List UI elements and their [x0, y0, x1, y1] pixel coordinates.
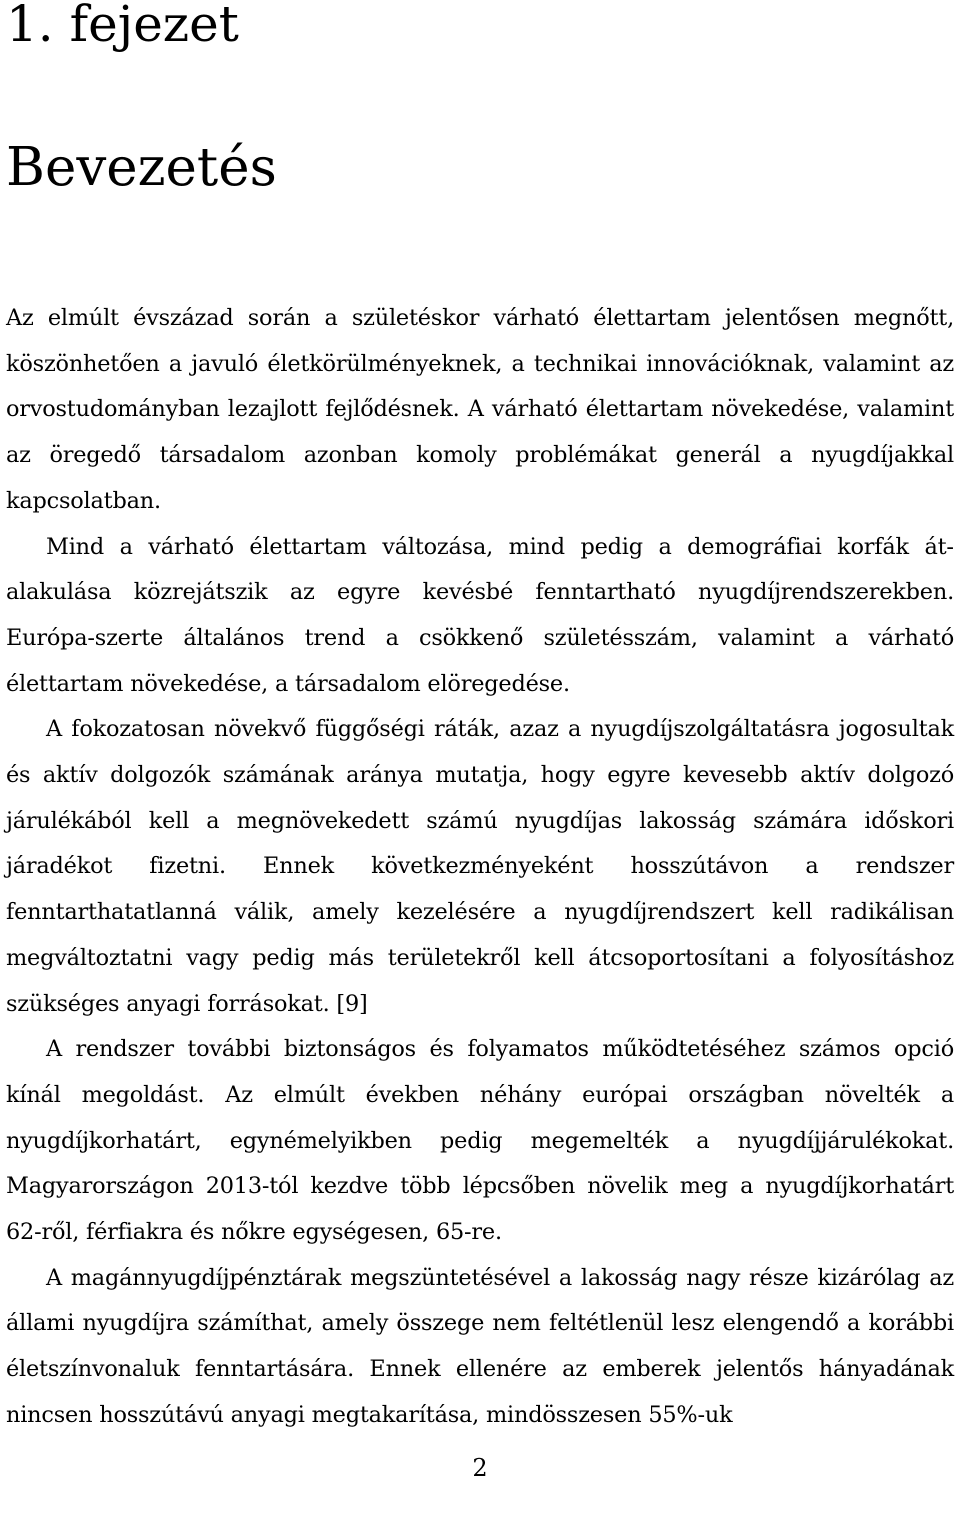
paragraph-4: A rendszer további biztonságos és folyamatos működtetéséhez számos opció kínál megoldást. Az elmúlt években néhány európai országban növelték a nyugdíjkorhatárt, egynémelyikben pedig megemelték a nyugdíjjárulékokat. Magyarországon 2013-tól kezdve több lépcsőben növelik meg a nyugdíjkorhatárt 62-ről, férfiakra és nőkre egységesen, 65-re. [6, 1036, 954, 1246]
chapter-title: Bevezetés [6, 137, 277, 198]
paragraph-5: A magánnyugdíjpénztárak megszüntetésével a lakosság nagy része kizárólag az állami nyugdíjra számíthat, amely összege nem feltétlenül lesz elengendő a korábbi életszínvonaluk fenntartására. Ennek ellenére az emberek jelentős hányadának nincsen hosszútávú anyagi megtakarítása, mindösszesen 55%-uk [6, 1264, 954, 1428]
page-number: 2 [472, 1454, 488, 1482]
paragraph-2: Mind a várható élettartam változása, mind pedig a demográfiai korfák átalakulása közrejátszik az egyre kevésbé fenntartható nyugdíjrendszerekben. Európa-szerte általános trend a csökkenő születésszám, valamint a várható élettartam növekedése, a társadalom elöregedése. [6, 533, 954, 697]
chapter-label: 1. fejezet [6, 0, 239, 53]
body-text [6, 296, 954, 1439]
paragraph-3: A fokozatosan növekvő függőségi ráták, azaz a nyugdíjszolgáltatásra jogosultak és aktív dolgozók számának aránya mutatja, hogy egyre kevesebb aktív dolgozó járulékából kell a megnövekedett számú nyugdíjas lakosság számára időskori járadékot fizetni. Ennek következményeként hosszútávon a rendszer fenntarthatatlanná válik, amely kezelésére a nyugdíjrendszert kell radikálisan megváltoztatni vagy pedig más területekről kell átcsoportosítani a folyosításhoz szükséges anyagi forrásokat. [9] [6, 716, 954, 1017]
paragraph-1: Az elmúlt évszázad során a születéskor várható élettartam jelentősen megnőtt, köszönhetően a javuló életkörülményeknek, a technikai innovációknak, valamint az orvostudományban lezajlott fejlődésnek. A várható élettartam növekedése, valamint az öregedő társadalom azonban komoly problémákat generál a nyugdíjakkal kapcsolatban. [6, 305, 954, 514]
